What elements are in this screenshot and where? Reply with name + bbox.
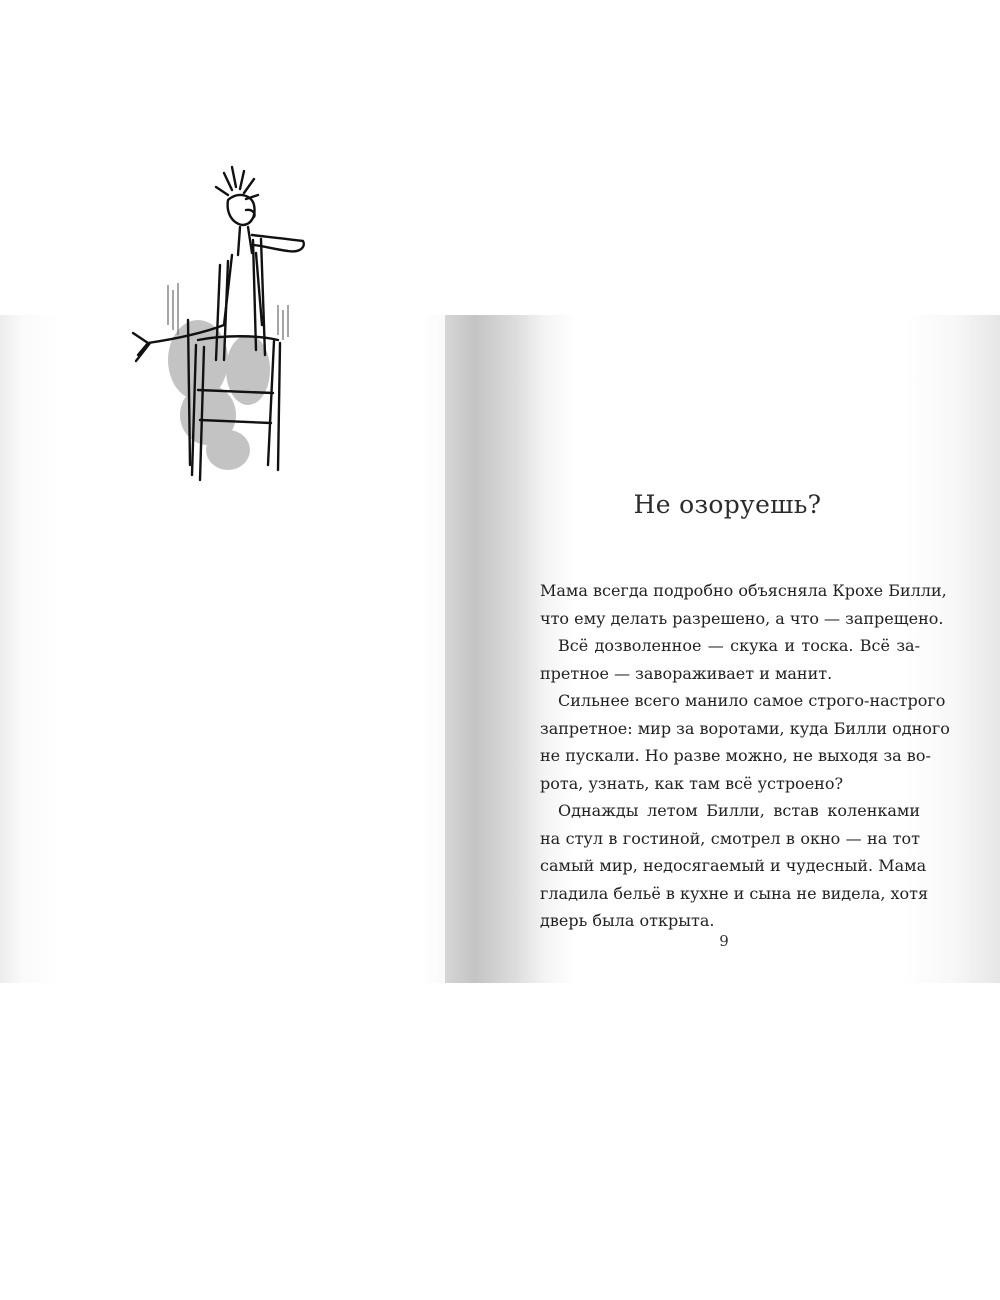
text-line: Мама всегда подробно объясняла Крохе Билли, bbox=[540, 581, 947, 600]
chapter-title: Не озоруешь? bbox=[633, 490, 822, 519]
text-line: запретное: мир за воротами, куда Билли одного bbox=[540, 718, 950, 738]
page-number: 9 bbox=[719, 932, 729, 950]
text-line: что ему делать разрешено, а что — запрещено. bbox=[540, 608, 944, 628]
text-line: не пускали. Но разве можно, не выходя за во- bbox=[540, 746, 931, 765]
text-line: претное — завораживает и манит. bbox=[540, 663, 833, 683]
text-line: рота, узнать, как там всё устроено? bbox=[540, 773, 844, 793]
text-line: гладила бельё в кухне и сына не видела, хотя bbox=[540, 883, 929, 903]
text-line: на стул в гостиной, смотрел в окно — на тот bbox=[540, 828, 920, 848]
text-line: Всё дозволенное — скука и тоска. Всё за- bbox=[558, 636, 920, 655]
boy-on-chair-illustration bbox=[128, 165, 318, 545]
text-line: Сильнее всего манило самое строго-настрого bbox=[558, 691, 946, 710]
text-line: самый мир, недосягаемый и чудесный. Мама bbox=[540, 856, 927, 875]
text-line: дверь была открыта. bbox=[540, 911, 715, 930]
text-line: Однажды летом Билли, встав коленками bbox=[558, 801, 920, 820]
chapter-body bbox=[540, 577, 950, 935]
